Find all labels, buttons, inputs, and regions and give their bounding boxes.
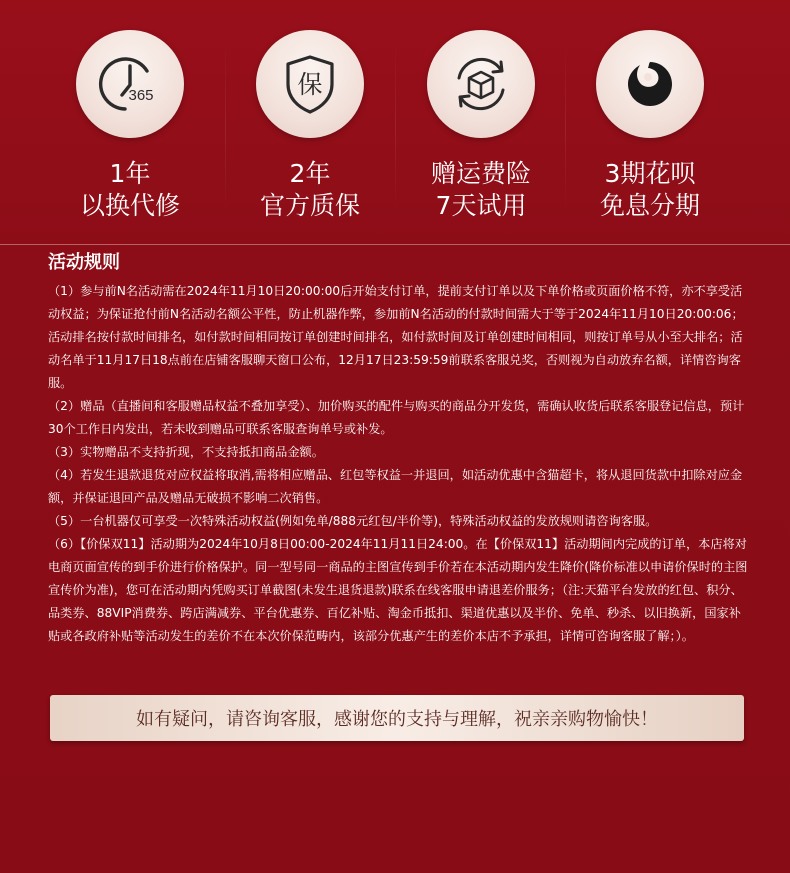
feature-line2: 以换代修 <box>79 191 180 220</box>
feature-line1: 赠运费险 <box>430 159 531 188</box>
feature-return-insurance <box>396 30 566 230</box>
clock-365-icon <box>95 49 165 119</box>
rules-text <box>48 280 748 648</box>
shield-bao-icon <box>280 52 340 116</box>
feature-icon-circle <box>596 30 704 138</box>
rule-item: （2）赠品（直播间和客服赠品权益不叠加享受）、加价购买的配件与购买的商品分开发货，需确认收货后联系客服登记信息，预计30个工作日内发出，若未收到赠品可联系客服查询单号或补发。 <box>48 399 745 436</box>
rule-item: （3）实物赠品不支持折现，不支持抵扣商品金额。 <box>48 445 324 459</box>
section-divider <box>0 244 790 245</box>
contact-banner <box>50 695 744 741</box>
banner-text: 如有疑问，请咨询客服，感谢您的支持与理解，祝亲亲购物愉快！ <box>136 709 658 730</box>
feature-line1: 2年 <box>289 159 331 188</box>
rule-item: （5）一台机器仅可享受一次特殊活动权益(例如免单/888元红包/半价等)，特殊活动权益的发放规则请咨询客服。 <box>48 514 658 528</box>
feature-warranty <box>225 30 395 230</box>
feature-installment <box>565 30 735 230</box>
feature-exchange <box>45 30 215 230</box>
feature-label <box>225 158 395 222</box>
feature-line2: 官方质保 <box>259 191 360 220</box>
service-features <box>0 0 790 240</box>
rule-item: （1）参与前N名活动需在2024年11月10日20:00:00后开始支付订单，提前支付订单以及下单价格或页面价格不符，亦不享受活动权益；为保证抢付前N名活动名额公平性，防止机器作弊，参加前N名活动的付款时间需大于等于2024年11月10日20:00:06；活动排名按付款时间排名，如付款时间相同按订单创建时间排名，如付款时间及订单创建时间相同，则按订单号从小至大排名；活动名单于11月17日18点前在店铺客服聊天窗口公布，12月17日23:59:59前联系客服兑奖，否则视为自动放弃名额，详情咨询客服。 <box>48 284 744 390</box>
feature-line1: 1年 <box>109 159 151 188</box>
return-box-icon <box>449 52 513 116</box>
feature-icon-circle <box>256 30 364 138</box>
clock-365-text: 365 <box>128 87 154 104</box>
feature-line2: 7天试用 <box>435 191 527 220</box>
shield-bao-text: 保 <box>297 70 323 99</box>
feature-label <box>565 158 735 222</box>
activity-rules <box>48 250 748 648</box>
feature-label <box>45 158 215 222</box>
rule-item: （4）若发生退款退货对应权益将取消,需将相应赠品、红包等权益一并退回，如活动优惠中含猫超卡，将从退回货款中扣除对应金额，并保证退回产品及赠品无破损不影响二次销售。 <box>48 468 743 505</box>
feature-label <box>396 158 566 222</box>
huabei-logo-icon <box>622 56 678 112</box>
feature-icon-circle <box>76 30 184 138</box>
rules-title: 活动规则 <box>48 252 120 273</box>
feature-line1: 3期花呗 <box>604 159 696 188</box>
rule-item: （6）【价保双11】活动期为2024年10月8日00:00-2024年11月11日24:00。在【价保双11】活动期间内完成的订单，本店将对电商页面宣传的到手价进行价格保护。同一型号同一商品的主图宣传到手价若在本活动期内发生降价(降价标准以申请价保时的主图宣传价为准)，您可在活动期内凭购买订单截图(未发生退货退款)联系在线客服申请退差价服务；（注:天猫平台发放的红包、积分、品类券、88VIP消费券、跨店满减券、平台优惠券、百亿补贴、淘金币抵扣、渠道优惠以及半价、免单、秒杀、以旧换新，国家补贴或各政府补贴等活动发生的差价不在本次价保范畴内，该部分优惠产生的差价本店不予承担，详情可咨询客服了解；）。 <box>48 537 748 643</box>
feature-icon-circle <box>427 30 535 138</box>
feature-line2: 免息分期 <box>599 191 700 220</box>
